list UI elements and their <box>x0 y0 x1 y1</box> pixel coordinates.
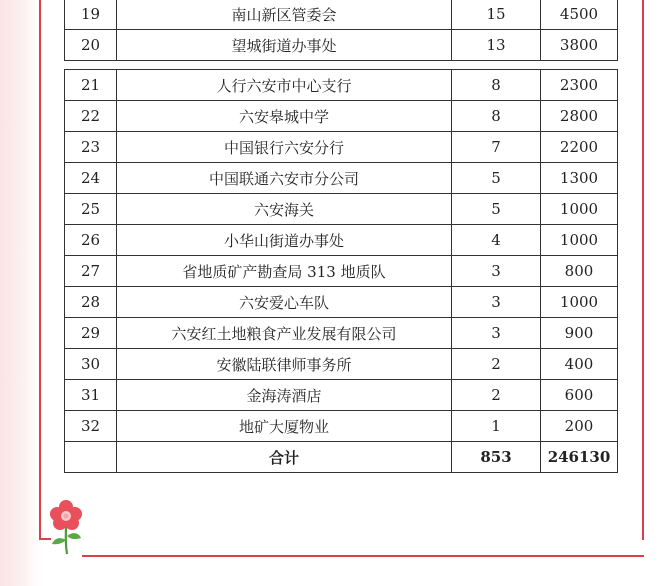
amount-cell: 246130 <box>541 442 618 473</box>
org-name-cell: 望城街道办事处 <box>117 30 452 61</box>
row-number-cell: 27 <box>65 256 117 287</box>
row-number-cell: 28 <box>65 287 117 318</box>
count-cell: 3 <box>452 287 541 318</box>
row-number-cell: 32 <box>65 411 117 442</box>
row-number-cell: 30 <box>65 349 117 380</box>
page-background-wash <box>0 0 40 586</box>
org-name-cell: 六安皋城中学 <box>117 101 452 132</box>
org-name-cell: 中国联通六安市分公司 <box>117 163 452 194</box>
amount-cell: 400 <box>541 349 618 380</box>
amount-cell: 1300 <box>541 163 618 194</box>
table-row <box>65 163 618 194</box>
row-number-cell: 22 <box>65 101 117 132</box>
table-row <box>65 132 618 163</box>
table-row <box>65 411 618 442</box>
count-cell: 853 <box>452 442 541 473</box>
org-name-cell: 地矿大厦物业 <box>117 411 452 442</box>
table-row <box>65 225 618 256</box>
count-cell: 5 <box>452 194 541 225</box>
count-cell: 4 <box>452 225 541 256</box>
org-name-cell: 六安爱心车队 <box>117 287 452 318</box>
count-cell: 7 <box>452 132 541 163</box>
count-cell: 3 <box>452 256 541 287</box>
total-label-cell: 合计 <box>117 442 452 473</box>
row-number-cell: 24 <box>65 163 117 194</box>
donation-table-bottom <box>64 69 618 473</box>
org-name-cell: 南山新区管委会 <box>117 0 452 30</box>
count-cell: 3 <box>452 318 541 349</box>
row-number-cell: 19 <box>65 0 117 30</box>
row-number-cell: 25 <box>65 194 117 225</box>
amount-cell: 600 <box>541 380 618 411</box>
count-cell: 2 <box>452 380 541 411</box>
amount-cell: 1000 <box>541 287 618 318</box>
frame-border-left <box>39 0 41 540</box>
org-name-cell: 中国银行六安分行 <box>117 132 452 163</box>
amount-cell: 2300 <box>541 70 618 101</box>
frame-border-bottom <box>82 555 644 557</box>
org-name-cell: 小华山街道办事处 <box>117 225 452 256</box>
amount-cell: 900 <box>541 318 618 349</box>
table-row <box>65 0 618 30</box>
count-cell: 1 <box>452 411 541 442</box>
amount-cell: 1000 <box>541 194 618 225</box>
table-row <box>65 287 618 318</box>
table-row <box>65 30 618 61</box>
row-number-cell: 20 <box>65 30 117 61</box>
count-cell: 8 <box>452 101 541 132</box>
amount-cell: 800 <box>541 256 618 287</box>
table-row <box>65 101 618 132</box>
row-number-cell: 21 <box>65 70 117 101</box>
table-row <box>65 380 618 411</box>
donation-table-top <box>64 0 618 61</box>
org-name-cell: 金海涛酒店 <box>117 380 452 411</box>
count-cell: 2 <box>452 349 541 380</box>
amount-cell: 4500 <box>541 0 618 30</box>
frame-border-right <box>642 0 644 540</box>
amount-cell: 2800 <box>541 101 618 132</box>
table-row <box>65 194 618 225</box>
row-number-cell: 23 <box>65 132 117 163</box>
amount-cell: 1000 <box>541 225 618 256</box>
amount-cell: 2200 <box>541 132 618 163</box>
count-cell: 8 <box>452 70 541 101</box>
row-number-cell <box>65 442 117 473</box>
table-row <box>65 256 618 287</box>
total-row <box>65 442 618 473</box>
row-number-cell: 26 <box>65 225 117 256</box>
org-name-cell: 人行六安市中心支行 <box>117 70 452 101</box>
amount-cell: 200 <box>541 411 618 442</box>
org-name-cell: 安徽陆联律师事务所 <box>117 349 452 380</box>
table-row <box>65 70 618 101</box>
count-cell: 13 <box>452 30 541 61</box>
amount-cell: 3800 <box>541 30 618 61</box>
org-name-cell: 省地质矿产勘查局 313 地质队 <box>117 256 452 287</box>
flower-icon <box>46 498 86 556</box>
org-name-cell: 六安红土地粮食产业发展有限公司 <box>117 318 452 349</box>
row-number-cell: 29 <box>65 318 117 349</box>
row-number-cell: 31 <box>65 380 117 411</box>
count-cell: 15 <box>452 0 541 30</box>
table-row <box>65 349 618 380</box>
table-row <box>65 318 618 349</box>
org-name-cell: 六安海关 <box>117 194 452 225</box>
count-cell: 5 <box>452 163 541 194</box>
